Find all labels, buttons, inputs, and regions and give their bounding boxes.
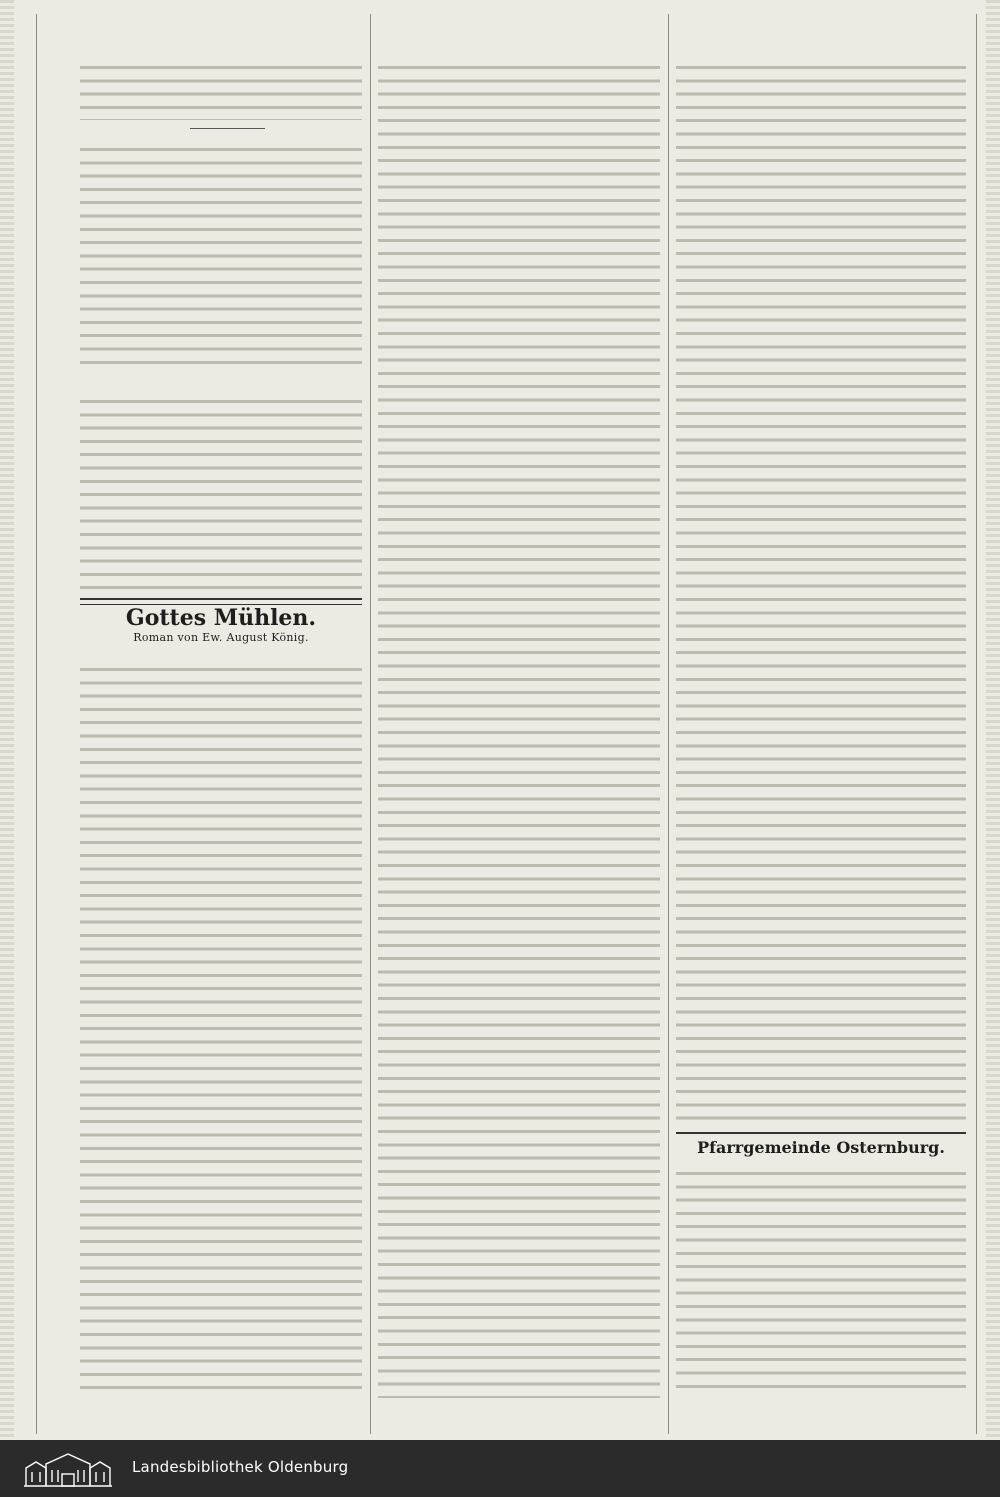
footer-bar [0,1440,1000,1497]
page-border-left [36,14,37,1434]
column-rule-1 [370,14,371,1434]
library-building-icon [22,1450,114,1488]
column-1-text-block-2 [80,140,362,368]
serial-title-text: Gottes Mühlen. [125,605,317,631]
column-3-text-block-1 [676,58,966,1130]
short-separator [190,128,265,129]
column-3-text-block-2 [676,1164,966,1398]
parish-notice-title-text: Pfarrgemeinde Osternburg. [697,1138,945,1157]
binding-edge-left [0,0,14,1440]
serial-title [80,605,362,651]
column-rule-2 [668,14,669,1434]
library-name: Landesbibliothek Oldenburg [132,1458,349,1476]
parish-notice-title [676,1138,966,1160]
binding-edge-right [986,0,1000,1440]
column-1-text-block-1 [80,58,362,120]
column-2-text [378,58,660,1398]
section-separator [80,598,362,605]
serial-subtitle: Roman von Ew. August König. [133,631,309,644]
column-1-text-block-3 [80,392,362,592]
column-1-text-block-4 [80,660,362,1398]
page-border-right [976,14,977,1434]
